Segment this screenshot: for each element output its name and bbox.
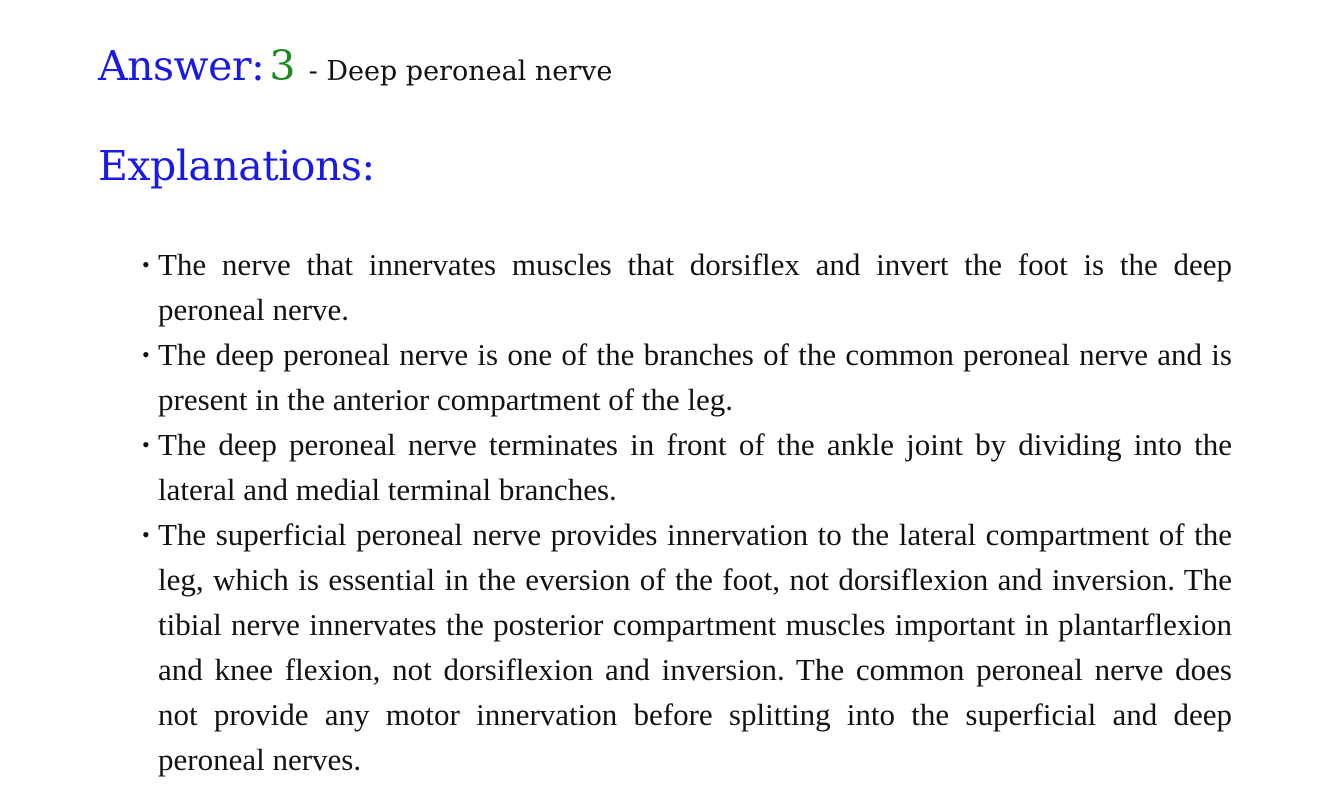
explanation-item	[140, 422, 1232, 512]
explanation-text: The superficial peroneal nerve provides innervation to the lateral compartment of the leg, which is essential in the eversion of the foot, not dorsiflexion and inversion. The tibial nerve innervates the posterior compartment muscles important in plantarflexion and knee flexion, not dorsiflexion and inversion. The common peroneal nerve does not provide any motor innervation before splitting into the superficial and deep peroneal nerves.	[158, 517, 1232, 777]
explanation-item	[140, 242, 1232, 332]
answer-number: 3	[269, 42, 296, 90]
bullet-icon: •	[142, 252, 150, 277]
bullet-icon: •	[142, 522, 150, 547]
explanation-text: The nerve that innervates muscles that dorsiflex and invert the foot is the deep peroneal nerve.	[158, 247, 1232, 327]
explanations-list	[140, 242, 1232, 782]
explanation-text: The deep peroneal nerve is one of the branches of the common peroneal nerve and is present in the anterior compartment of the leg.	[158, 337, 1232, 417]
answer-text: - Deep peroneal nerve	[308, 56, 613, 87]
answer-label: Answer:	[98, 42, 265, 90]
explanations-heading: Explanations:	[98, 142, 375, 190]
explanation-text: The deep peroneal nerve terminates in front of the ankle joint by dividing into the lateral and medial terminal branches.	[158, 427, 1232, 507]
explanation-item	[140, 332, 1232, 422]
bullet-icon: •	[142, 432, 150, 457]
answer-line	[98, 42, 612, 90]
explanation-item	[140, 512, 1232, 782]
bullet-icon: •	[142, 342, 150, 367]
